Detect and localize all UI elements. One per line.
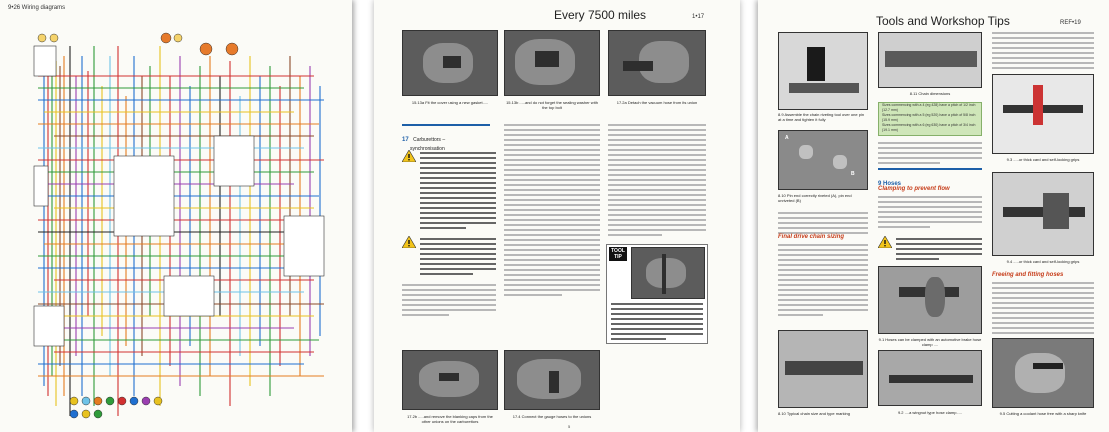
page-number: 5 [568,424,571,429]
caption-8-10: 8.10 Pin end correctly riveted (A), pin end unriveted (B) [778,193,852,203]
photo-fuel-tank-tool [631,247,705,299]
photo-15-13b [504,30,600,96]
photo-9-1 [878,266,982,334]
caption-8-9: 8.9 Assemble the chain riveting tool over one pin at a time and tighten it fully [778,112,865,122]
photo-9-4 [992,172,1094,256]
page-header: Tools and Workshop Tips [876,14,1010,28]
workshop-tips-page [758,0,1109,432]
photo-9-3 [992,74,1094,154]
section-9-title: 9 Hoses [878,181,902,187]
caption-9-3: 9.3 .....or thick card and self-locking grips [1006,157,1080,162]
wiring-diagram-page [0,0,352,432]
chain-pitch-row: Sizes commencing with a 5 (eg 520) have a pitch of 5/8 inch (15.9 mm) [882,113,976,122]
photo-17-4 [504,350,600,410]
page-header-ref: REF•19 [1060,20,1081,26]
body-text-col1b [778,244,868,319]
subhead-clamping: Clamping to prevent flow [878,186,950,192]
warning-icon [402,150,416,162]
photo-8-11-chain [878,32,982,88]
warning-text-2 [420,238,496,278]
body-text-col1 [402,284,496,319]
tool-tip-box [606,244,708,344]
photo-17-2b [402,350,498,410]
subhead-freeing: Freeing and fitting hoses [992,272,1064,278]
section-number: 17 [402,137,409,143]
caption-9-2: 9.2 ....a wingnut type hose clamp..... [897,410,963,415]
photo-9-5 [992,338,1094,408]
body-text-col3 [608,124,706,239]
chain-pitch-table [878,102,982,136]
caption-15-13a: 15.13a Fit the cover using a new gasket..... [411,100,489,105]
tool-tip-badge [609,247,627,261]
caption-chain-marking: 8.10 Typical chain size and type marking [778,411,850,416]
page-header: Every 7500 miles [554,8,647,22]
tool-tip-text [611,303,703,343]
caption-17-2a: 17.2a Detach the vacuum hose from its union [616,100,698,105]
section-title: Carburettors – [413,137,446,143]
section-heading [402,124,490,152]
photo-8-9 [778,32,868,110]
wiring-diagram [14,16,344,426]
caption-9-4: 9.4 .....or thick card and self-locking grips [1006,259,1080,264]
body-text-col2b [878,196,982,231]
warning-text-1 [420,152,496,232]
page-header: 9•26 Wiring diagrams [8,5,66,11]
body-text-col2 [504,124,600,299]
warning-text-3 [896,238,982,263]
section-subtitle: synchronisation [410,146,445,152]
caption-15-13b: 15.13b .....and do not forget the sealing washer with the top bolt [506,100,598,110]
chain-pitch-row: Sizes commencing with a 4 (eg 428) have a pitch of 1/2 inch (12.7 mm) [882,103,976,112]
photo-17-2a [608,30,706,96]
photo-15-13a [402,30,498,96]
caption-17-4: 17.4 Connect the gauge hoses to the unions [512,414,592,419]
tool-tip-badge-bottom: TIP [614,254,622,260]
label-a: A [785,135,789,141]
body-text-col3b [992,282,1094,337]
body-text-col2a [878,142,982,167]
caption-9-5: 9.5 Cutting a coolant hose free with a sharp knife [999,411,1087,416]
tool-tip-badge-top: TOOL [611,248,625,254]
label-b: B [851,171,855,177]
photo-9-2 [878,350,982,406]
photo-chain-marking [778,330,868,408]
caption-17-2b: 17.2b .....and remove the blanking caps from the other unions on the carburettors [407,414,493,424]
warning-icon [878,236,892,248]
subhead-final-drive: Final drive chain sizing [778,234,845,240]
maintenance-page [374,0,740,432]
body-text-col3a [992,32,1094,72]
caption-8-11: 8.11 Chain dimensions [909,91,951,96]
caption-9-1: 9.1 Hoses can be clamped with an automotive brake hose clamp .... [878,337,982,347]
chain-pitch-row: Sizes commencing with a 6 (eg 630) have a pitch of 3/4 inch (19.1 mm) [882,123,976,132]
photo-8-10-pins [778,130,868,190]
page-header-ref: 1•17 [692,14,705,20]
warning-icon [402,236,416,248]
